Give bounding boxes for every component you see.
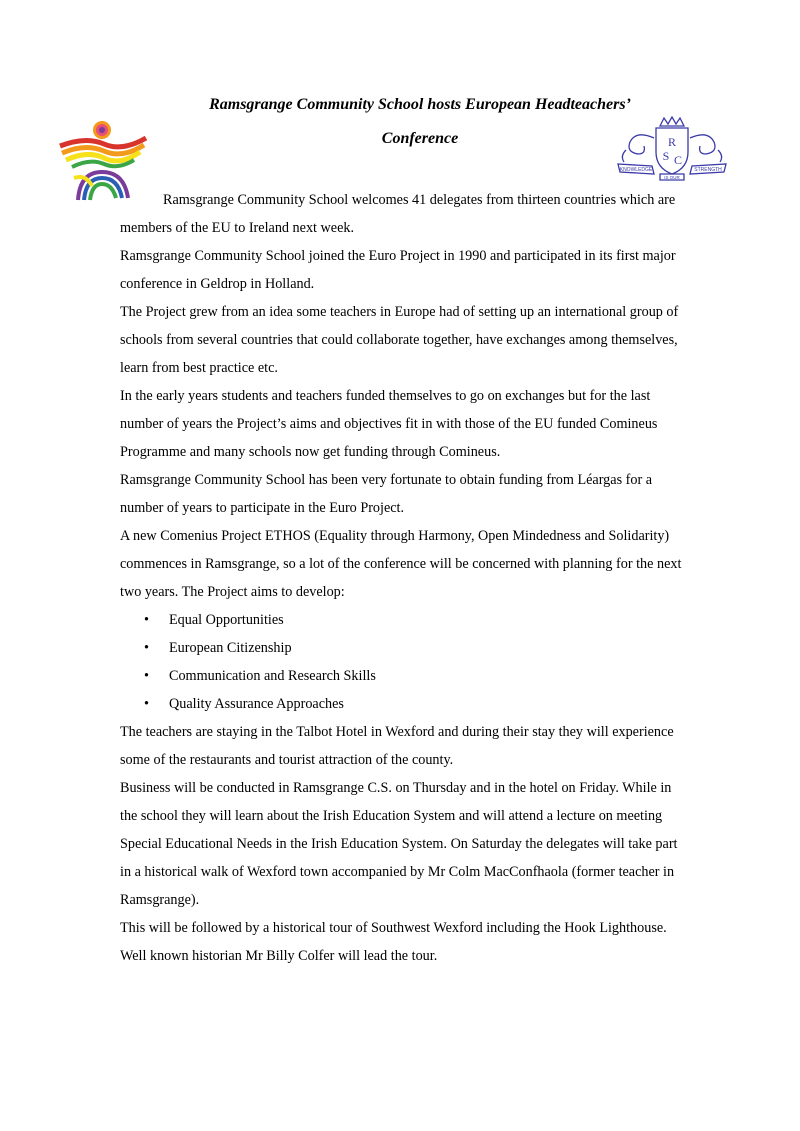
list-item [120, 634, 690, 662]
page-title: Ramsgrange Community School hosts European Headteachers’ [209, 96, 631, 113]
list-item-text: Quality Assurance Approaches [169, 696, 344, 712]
paragraph-joined: Ramsgrange Community School joined the Euro Project in 1990 and participated in its first major conference in Geldrop in Holland. [120, 248, 676, 292]
crest-motto-right: STRENGTH [694, 167, 722, 173]
bullet-icon: • [144, 668, 149, 684]
crest-letter-c: C [673, 153, 683, 167]
paragraph-funding-history: In the early years students and teachers funded themselves to go on exchanges but for the last number of years the Project’s aims and objectives fit in with those of the EU funded Comineus Programme and many schools now get funding through Comineus. [120, 388, 658, 460]
paragraph-business: Business will be conducted in Ramsgrange C.S. on Thursday and in the hotel on Friday. While in the school they will learn about the Irish Education System and will attend a lecture on meeting Special Educational Needs in the Irish Education System. On Saturday the delegates will take part in a historical walk of Wexford town accompanied by Mr Colm MacConfhaola (former teacher in Ramsgrange). [120, 780, 678, 908]
bullet-icon: • [144, 696, 149, 712]
crest-letter-r: R [667, 135, 677, 149]
paragraph-leargas: Ramsgrange Community School has been very fortunate to obtain funding from Léargas for a number of years to participate in the Euro Project. [120, 472, 653, 516]
crest-motto-center: IS OUR [664, 175, 680, 180]
paragraph-intro: Ramsgrange Community School welcomes 41 delegates from thirteen countries which are members of the EU to Ireland next week. [120, 192, 676, 236]
bullet-icon: • [144, 612, 149, 628]
bullet-icon: • [144, 640, 149, 656]
crest-motto-left: KNOWLEDGE [619, 167, 653, 173]
school-crest-logo [616, 116, 728, 182]
page-title-continued: Conference [381, 130, 459, 147]
list-item [120, 662, 690, 690]
crest-letter-s: S [662, 149, 670, 163]
list-item-text: Communication and Research Skills [169, 668, 376, 684]
list-item-text: European Citizenship [169, 640, 292, 656]
aims-list [120, 606, 690, 718]
article-body [120, 186, 690, 970]
paragraph-project-origin: The Project grew from an idea some teachers in Europe had of setting up an international group of schools from several countries that could collaborate together, have exchanges among themselves, learn from best practice etc. [120, 304, 679, 376]
paragraph-ethos: A new Comenius Project ETHOS (Equality through Harmony, Open Mindedness and Solidarity) commences in Ramsgrange, so a lot of the conference will be concerned with planning for the next two years. The Project aims to develop: [120, 528, 682, 600]
paragraph-tour: This will be followed by a historical tour of Southwest Wexford including the Hook Lighthouse. Well known historian Mr Billy Colfer will lead the tour. [120, 920, 667, 964]
list-item [120, 690, 690, 718]
list-item-text: Equal Opportunities [169, 612, 284, 628]
paragraph-hotel: The teachers are staying in the Talbot Hotel in Wexford and during their stay they will experience some of the restaurants and tourist attraction of the county. [120, 724, 674, 768]
list-item [120, 606, 690, 634]
